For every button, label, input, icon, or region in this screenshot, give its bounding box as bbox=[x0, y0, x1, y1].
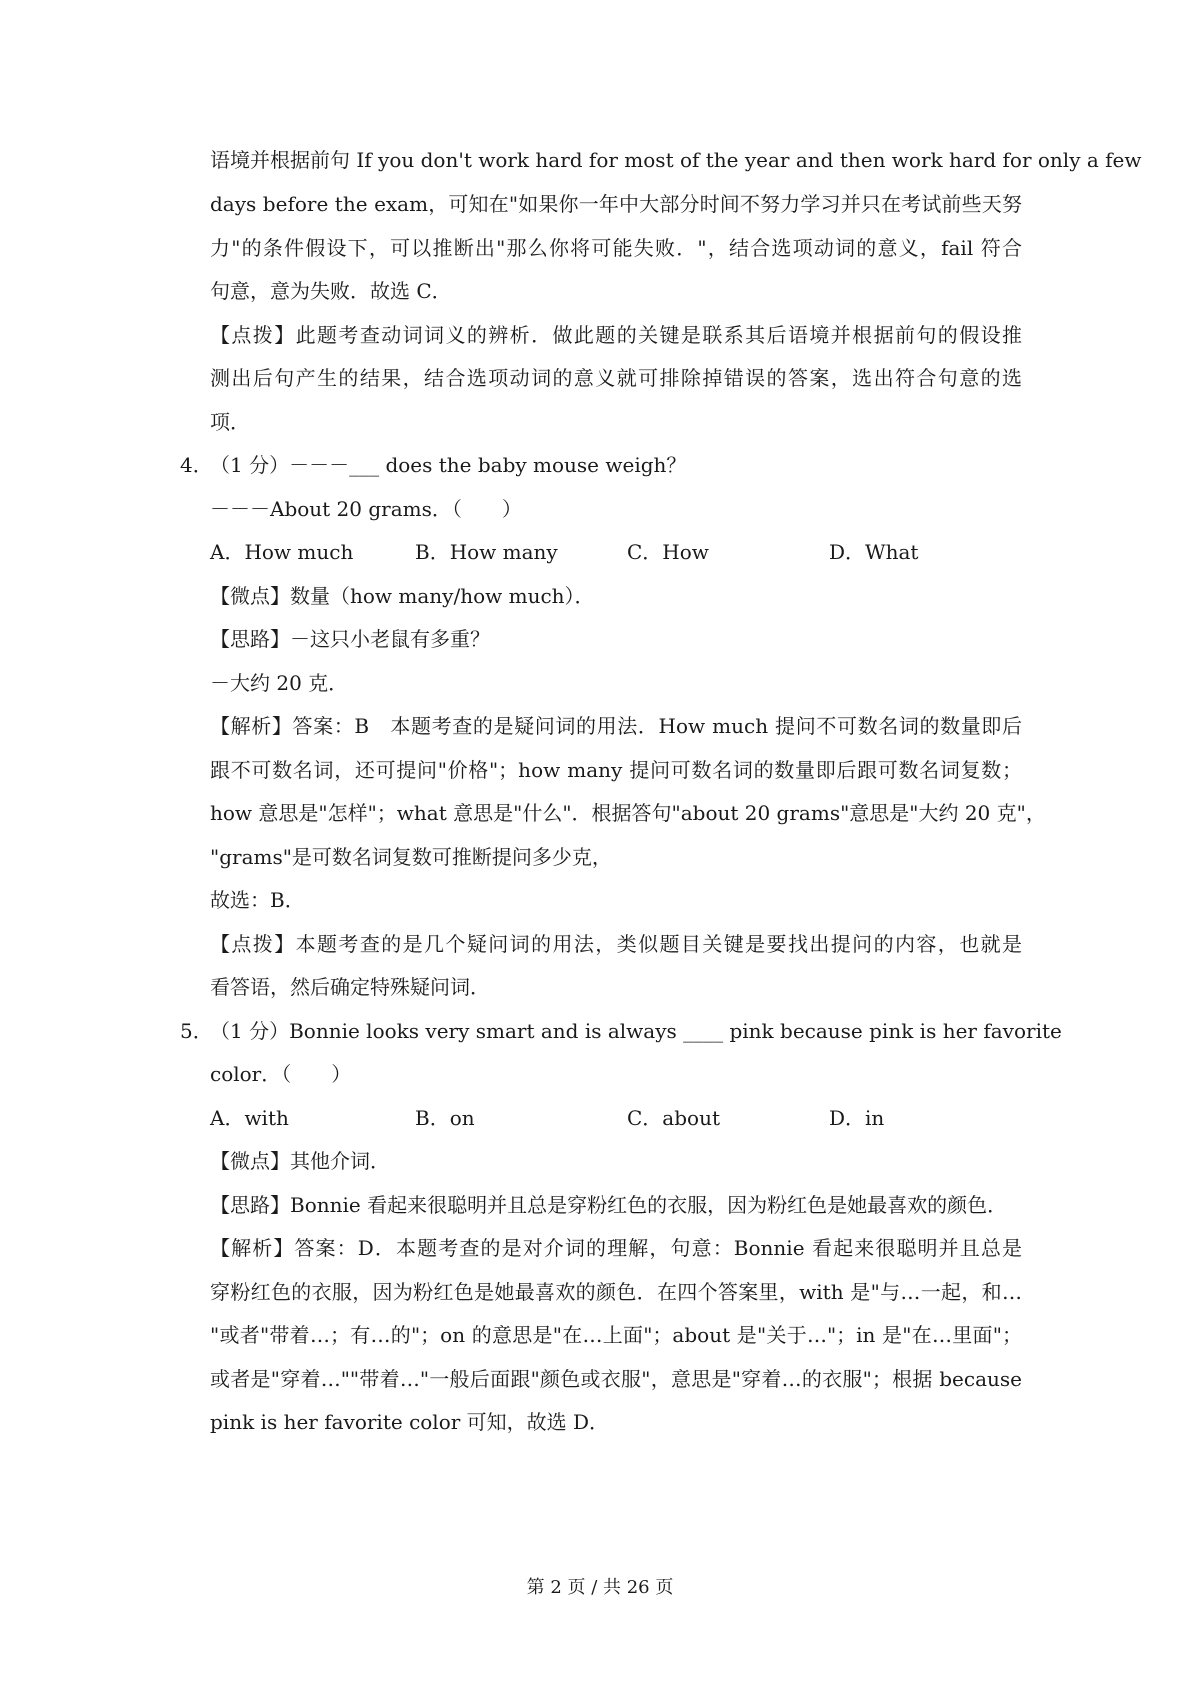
silu-line: －大约 20 克． bbox=[210, 671, 349, 695]
tip-line: 【点拨】此题考查动词词义的辨析．做此题的关键是联系其后语境并根据前句的假设推 bbox=[210, 323, 1022, 347]
question-stem: color．（ ） bbox=[210, 1062, 352, 1086]
question-number: 5． bbox=[180, 1019, 213, 1043]
jiexi-line: 【解析】答案：B 本题考查的是疑问词的用法．How much 提问不可数名词的数量即后 bbox=[210, 714, 1022, 738]
option-a: A．with bbox=[210, 1106, 289, 1130]
silu-line: 【思路】Bonnie 看起来很聪明并且总是穿粉红色的衣服，因为粉红色是她最喜欢的颜色． bbox=[210, 1193, 1008, 1217]
jiexi-line: how 意思是"怎样"；what 意思是"什么"．根据答句"about 20 grams"意思是"大约 20 克"， bbox=[210, 801, 1046, 825]
weidian-line: 【微点】数量（how many/how much）． bbox=[210, 584, 595, 608]
option-c: C．about bbox=[627, 1106, 720, 1130]
text-line: 语境并根据前句 If you don't work hard for most of the year and then work hard for only a few bbox=[210, 148, 1142, 172]
option-d: D．What bbox=[829, 540, 919, 564]
jiexi-line: 或者是"穿着…""带着…"一般后面跟"颜色或衣服"，意思是"穿着…的衣服"；根据 because bbox=[210, 1367, 1022, 1391]
silu-line: 【思路】－这只小老鼠有多重？ bbox=[210, 627, 490, 651]
jiexi-line: "或者"带着…；有…的"；on 的意思是"在…上面"；about 是"关于…"；in 是"在…里面"； bbox=[210, 1323, 1022, 1347]
jiexi-line: 穿粉红色的衣服，因为粉红色是她最喜欢的颜色．在四个答案里，with 是"与…一起，和… bbox=[210, 1280, 1022, 1304]
text-line: 句意，意为失败．故选 C． bbox=[210, 279, 452, 303]
option-a: A．How much bbox=[210, 540, 354, 564]
dianbo-line: 【点拨】本题考查的是几个疑问词的用法，类似题目关键是要找出提问的内容，也就是 bbox=[210, 932, 1022, 956]
question-stem: －－－About 20 grams．（ ） bbox=[210, 497, 522, 521]
text-line: days before the exam，可知在"如果你一年中大部分时间不努力学习并只在考试前些天努 bbox=[210, 192, 1022, 216]
jiexi-line: pink is her favorite color 可知，故选 D． bbox=[210, 1410, 610, 1434]
weidian-line: 【微点】其他介词． bbox=[210, 1149, 390, 1173]
option-b: B．How many bbox=[415, 540, 558, 564]
option-d: D．in bbox=[829, 1106, 885, 1130]
tip-line: 项． bbox=[210, 410, 250, 434]
option-b: B．on bbox=[415, 1106, 475, 1130]
text-line: 力"的条件假设下，可以推断出"那么你将可能失败．"，结合选项动词的意义，fail 符合 bbox=[210, 236, 1022, 260]
jiexi-line: "grams"是可数名词复数可推断提问多少克， bbox=[210, 845, 612, 869]
dianbo-line: 看答语，然后确定特殊疑问词． bbox=[210, 975, 490, 999]
tip-line: 测出后句产生的结果，结合选项动词的意义就可排除掉错误的答案，选出符合句意的选 bbox=[210, 366, 1022, 390]
question-number: 4． bbox=[180, 453, 213, 477]
question-stem: （1 分）－－－___ does the baby mouse weigh？ bbox=[210, 453, 687, 477]
jiexi-line: 故选：B． bbox=[210, 888, 305, 912]
question-stem: （1 分）Bonnie looks very smart and is always ____ pink because pink is her favorite bbox=[210, 1019, 1062, 1043]
option-c: C．How bbox=[627, 540, 709, 564]
jiexi-line: 跟不可数名词，还可提问"价格"；how many 提问可数名词的数量即后跟可数名词复数； bbox=[210, 758, 1022, 782]
page-footer: 第 2 页 / 共 26 页 bbox=[526, 1577, 674, 1598]
jiexi-line: 【解析】答案：D．本题考查的是对介词的理解，句意：Bonnie 看起来很聪明并且总是 bbox=[210, 1236, 1022, 1260]
